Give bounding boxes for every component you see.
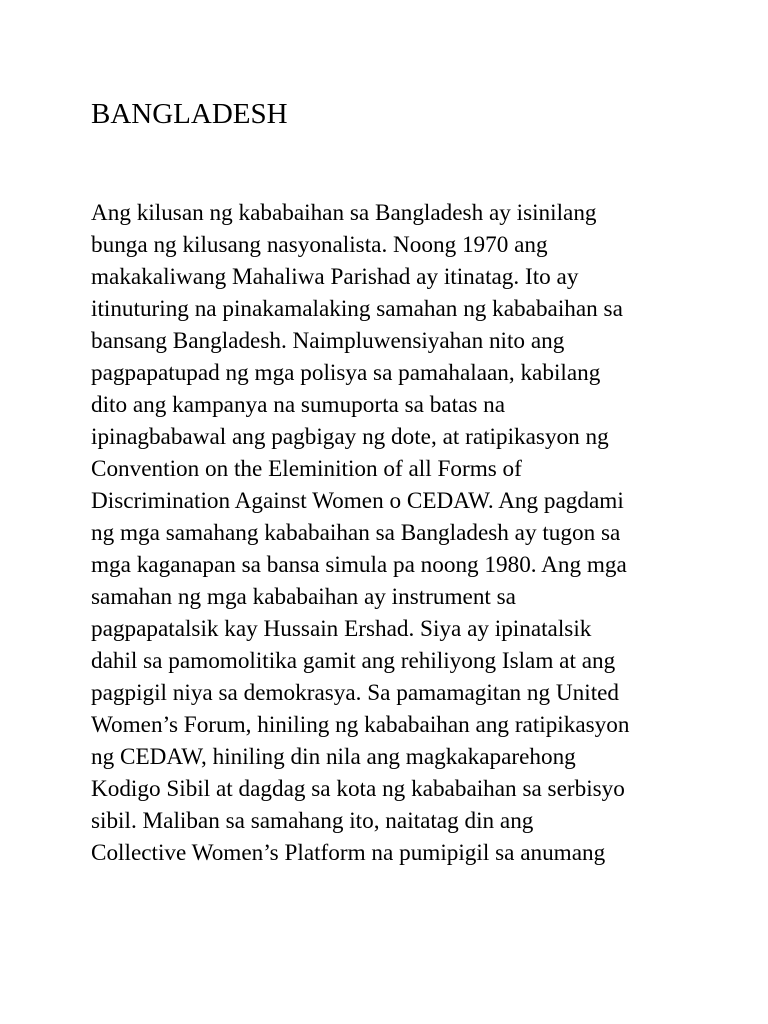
text-line: bunga ng kilusang nasyonalista. Noong 1970 ang [91, 232, 548, 258]
text-line: Ang kilusan ng kababaihan sa Bangladesh ay isinilang [91, 200, 597, 226]
text-line: pagpigil niya sa demokrasya. Sa pamamagitan ng United [91, 680, 620, 706]
text-line: bansang Bangladesh. Naimpluwensiyahan nito ang [91, 328, 565, 354]
text-line: Collective Women’s Platform na pumipigil sa anumang [91, 840, 606, 866]
body-paragraph [91, 197, 691, 869]
text-line: Convention on the Eleminition of all Forms of [91, 456, 522, 482]
text-line: pagpapatalsik kay Hussain Ershad. Siya ay ipinatalsik [91, 616, 592, 642]
text-line: Discrimination Against Women o CEDAW. Ang pagdami [91, 488, 624, 514]
text-line: dahil sa pamomolitika gamit ang rehiliyong Islam at ang [91, 648, 616, 674]
text-line: ng mga samahang kababaihan sa Bangladesh ay tugon sa [91, 520, 621, 546]
text-line: ipinagbabawal ang pagbigay ng dote, at ratipikasyon ng [91, 424, 609, 450]
text-line: pagpapatupad ng mga polisya sa pamahalaan, kabilang [91, 360, 601, 386]
text-line: itinuturing na pinakamalaking samahan ng kababaihan sa [91, 296, 623, 322]
text-line: samahan ng mga kababaihan ay instrument sa [91, 584, 516, 610]
text-line: ng CEDAW, hiniling din nila ang magkakaparehong [91, 744, 576, 770]
page-title: BANGLADESH [91, 98, 288, 130]
text-line: mga kaganapan sa bansa simula pa noong 1980. Ang mga [91, 552, 627, 578]
text-line: makakaliwang Mahaliwa Parishad ay itinatag. Ito ay [91, 264, 579, 290]
text-line: Women’s Forum, hiniling ng kababaihan ang ratipikasyon [91, 712, 630, 738]
text-line: sibil. Maliban sa samahang ito, naitatag din ang [91, 808, 534, 834]
text-line: Kodigo Sibil at dagdag sa kota ng kababaihan sa serbisyo [91, 776, 625, 802]
text-line: dito ang kampanya na sumuporta sa batas na [91, 392, 506, 418]
